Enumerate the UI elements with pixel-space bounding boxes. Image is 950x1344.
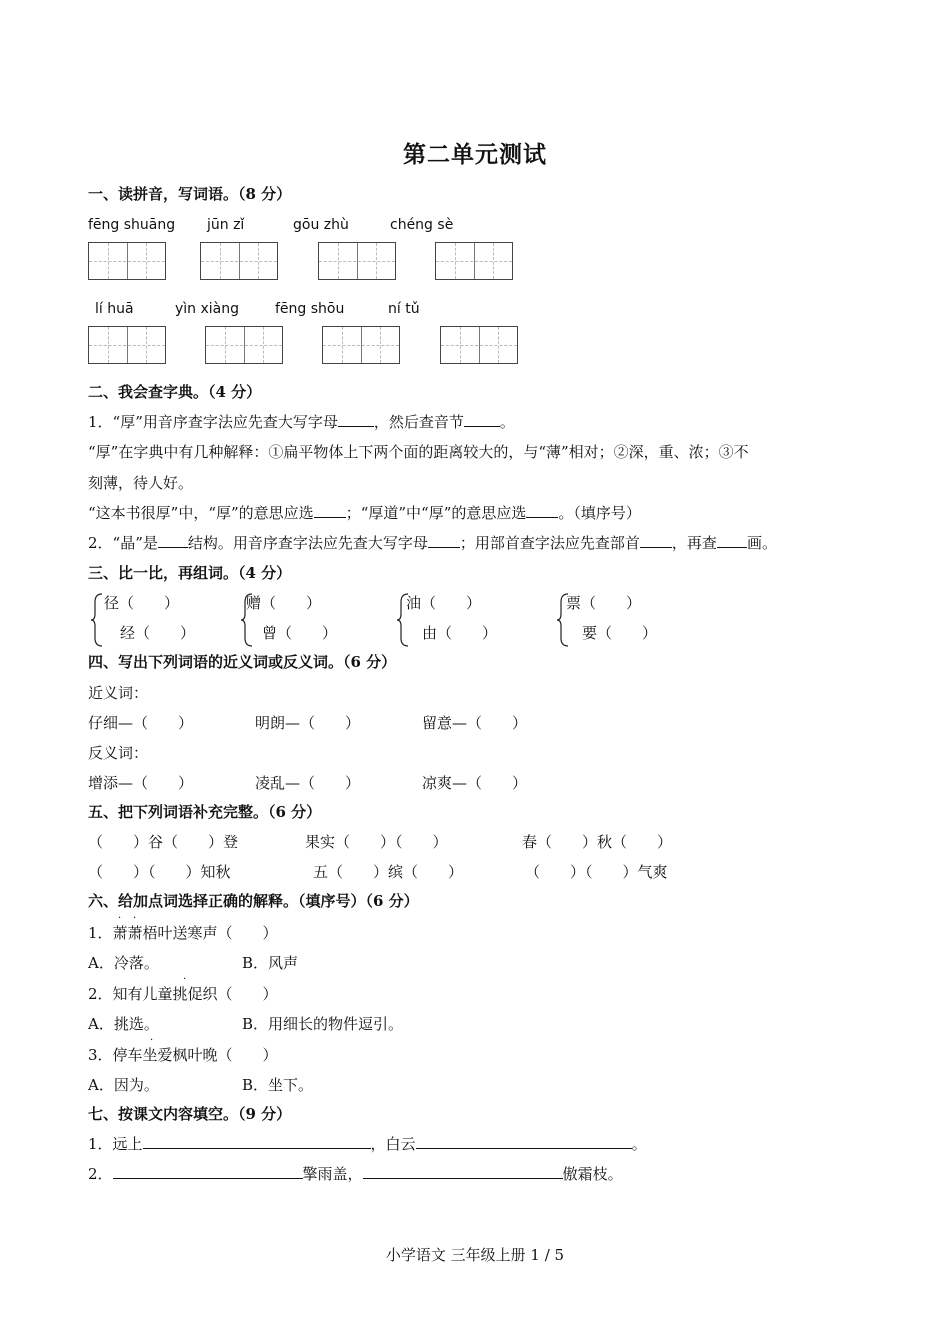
answer-blank[interactable]	[314, 503, 346, 518]
explain-option-b: B．坐下。	[242, 1076, 314, 1094]
compare-item: 油（ ）	[406, 594, 482, 612]
synonym-item: 仔细—（ ）	[88, 714, 194, 732]
idiom-item: （ ）（ ）知秋	[88, 863, 231, 881]
page-title: 第二单元测试	[403, 141, 547, 168]
explain-option-a: A．因为。	[88, 1076, 159, 1094]
compare-item: 经（ ）	[120, 624, 196, 642]
writing-box[interactable]	[435, 242, 513, 280]
explain-option-b: B．用细长的物件逗引。	[242, 1015, 404, 1033]
explain-question: 2．知有儿童挑促织（ ）	[88, 985, 278, 1003]
idiom-item: （ ）谷（ ）登	[88, 833, 239, 851]
answer-blank[interactable]	[363, 1164, 563, 1179]
writing-box[interactable]	[440, 326, 518, 364]
emphasis-dot-icon: ·	[118, 913, 122, 924]
section-7-heading: 七、按课文内容填空。（9 分）	[88, 1105, 292, 1123]
section-4-heading: 四、写出下列词语的近义词或反义词。（6 分）	[88, 653, 397, 671]
pinyin-label: lí huā	[95, 301, 134, 317]
idiom-item: （ ）（ ）气爽	[525, 863, 668, 881]
explain-question: 1．萧萧梧叶送寒声（ ）	[88, 924, 278, 942]
dict-question-1: 1．“厚”用音序查字法应先查大写字母 ，然后查音节 。	[88, 413, 515, 431]
section-6-heading: 六、给加点词选择正确的解释。（填序号）（6 分）	[88, 892, 419, 910]
answer-blank[interactable]	[113, 1164, 303, 1179]
synonym-item: 留意—（ ）	[422, 714, 528, 732]
section-1-heading: 一、读拼音，写词语。（8 分）	[88, 185, 292, 203]
dict-definitions: “厚”在字典中有几种解释：①扁平物体上下两个面的距离较大的，与“薄”相对；②深，重、浓；③不	[88, 443, 749, 461]
writing-box[interactable]	[318, 242, 396, 280]
antonym-item: 增添—（ ）	[88, 774, 194, 792]
compare-item: 赠（ ）	[246, 594, 322, 612]
writing-box[interactable]	[88, 326, 166, 364]
writing-box[interactable]	[205, 326, 283, 364]
idiom-item: 果实（ ）（ ）	[305, 833, 448, 851]
answer-blank[interactable]	[338, 412, 374, 427]
emphasis-dot-icon: ·	[150, 1035, 154, 1046]
page-footer: 小学语文 三年级上册 1 / 5	[385, 1246, 565, 1264]
answer-blank[interactable]	[464, 412, 500, 427]
pinyin-label: jūn zǐ	[207, 217, 245, 233]
compare-item: 要（ ）	[582, 624, 658, 642]
fill-line-2: 2． 擎雨盖， 傲霜枝。	[88, 1165, 623, 1183]
compare-item: 票（ ）	[566, 594, 642, 612]
answer-blank[interactable]	[416, 1134, 632, 1149]
antonym-item: 凌乱—（ ）	[255, 774, 361, 792]
pinyin-label: chéng sè	[390, 217, 454, 233]
compare-item: 曾（ ）	[262, 624, 338, 642]
dict-definitions-cont: 刻薄，待人好。	[88, 474, 194, 492]
idiom-item: 五（ ）缤（ ）	[313, 863, 464, 881]
pinyin-label: fēng shuāng	[88, 217, 176, 233]
antonym-label: 反义词：	[88, 744, 149, 762]
answer-blank[interactable]	[143, 1134, 371, 1149]
pinyin-label: yìn xiàng	[175, 301, 240, 317]
synonym-item: 明朗—（ ）	[255, 714, 361, 732]
section-3-heading: 三、比一比，再组词。（4 分）	[88, 564, 292, 582]
answer-blank[interactable]	[526, 503, 558, 518]
answer-blank[interactable]	[717, 533, 747, 548]
section-5-heading: 五、把下列词语补充完整。（6 分）	[88, 803, 322, 821]
answer-blank[interactable]	[158, 533, 188, 548]
writing-box[interactable]	[88, 242, 166, 280]
writing-box[interactable]	[200, 242, 278, 280]
emphasis-dot-icon: ·	[183, 974, 187, 985]
fill-line-1: 1．远上 ，白云 。	[88, 1135, 647, 1153]
pinyin-label: fēng shōu	[275, 301, 345, 317]
dict-question-usage: “这本书很厚”中，“厚”的意思应选 ；“厚道”中“厚”的意思应选 。（填序号）	[88, 504, 641, 522]
explain-question: 3．停车坐爱枫叶晚（ ）	[88, 1046, 278, 1064]
idiom-item: 春（ ）秋（ ）	[522, 833, 673, 851]
answer-blank[interactable]	[428, 533, 460, 548]
explain-option-a: A．挑选。	[88, 1015, 159, 1033]
brace-icon	[90, 592, 104, 648]
emphasis-dot-icon: ·	[133, 913, 137, 924]
synonym-label: 近义词：	[88, 684, 149, 702]
explain-option-a: A．冷落。	[88, 954, 159, 972]
answer-blank[interactable]	[640, 533, 672, 548]
writing-box[interactable]	[322, 326, 400, 364]
section-2-heading: 二、我会查字典。（4 分）	[88, 383, 262, 401]
pinyin-label: ní tǔ	[388, 301, 420, 317]
compare-item: 径（ ）	[104, 594, 180, 612]
compare-item: 由（ ）	[422, 624, 498, 642]
antonym-item: 凉爽—（ ）	[422, 774, 528, 792]
pinyin-label: gōu zhù	[293, 217, 349, 233]
explain-option-b: B．风声	[242, 954, 299, 972]
dict-question-2: 2．“晶”是 结构。用音序查字法应先查大写字母 ；用部首查字法应先查部首 ，再查 画。	[88, 534, 777, 552]
